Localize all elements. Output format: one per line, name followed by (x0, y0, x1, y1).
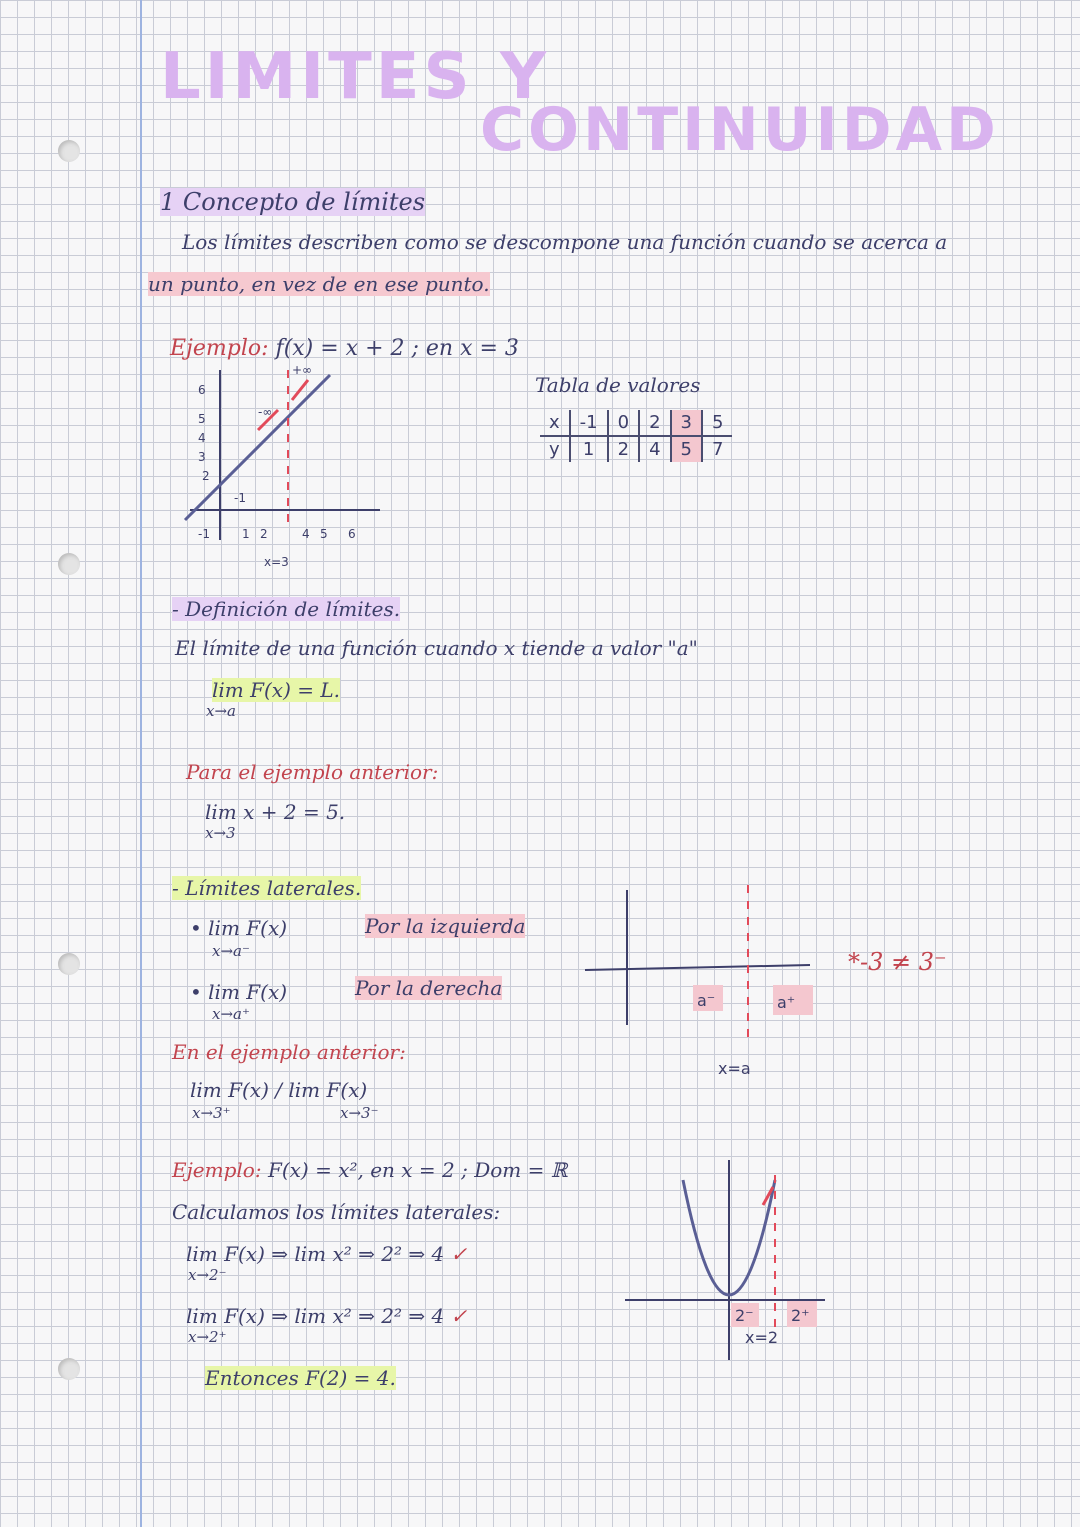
example-ref-label: En el ejemplo anterior: (172, 1040, 406, 1064)
lateral-heading: - Límites laterales. (172, 876, 362, 900)
lateral-limits-diagram (585, 880, 825, 1090)
minus-inf-label: -∞ (258, 405, 273, 419)
paragraph-line-1: Los límites describen como se descompone una función cuando se acerca a (182, 230, 948, 254)
table-cell: 3 (671, 410, 702, 436)
left-limit-label: Por la izquierda (365, 914, 526, 938)
example-ref-sub-left: x→3⁺ (192, 1104, 231, 1122)
a-minus-label: a⁻ (697, 991, 716, 1010)
table-cell: 5 (671, 436, 702, 462)
punch-hole (58, 1358, 80, 1380)
table-cell: -1 (570, 410, 608, 436)
parabola-graph (625, 1155, 835, 1365)
values-table (540, 410, 732, 462)
x-marker-label: x=3 (264, 555, 289, 569)
table-cell: 5 (702, 410, 732, 436)
x-tick-label: 1 (242, 527, 250, 541)
punch-hole (58, 140, 80, 162)
y-tick-label: 3 (198, 450, 206, 464)
right-limit: • lim F(x) (190, 980, 288, 1004)
y-tick-label: 5 (198, 412, 206, 426)
right-limit-sub: x→a⁺ (212, 1005, 250, 1023)
table-cell: x (540, 410, 570, 436)
example-ref-formula: lim F(x) / lim F(x) (190, 1078, 368, 1102)
example2-line1-sub: x→2⁻ (188, 1266, 227, 1284)
y-tick-label: 2 (202, 469, 210, 483)
title-line-1: LIMITES Y (160, 40, 551, 114)
x-tick-label: -1 (198, 527, 210, 541)
definition-formula: lim F(x) = L. (212, 678, 340, 702)
left-limit: • lim F(x) (190, 916, 288, 940)
plus-inf-label: +∞ (292, 363, 313, 377)
function-line (185, 375, 330, 520)
x-tick-label: 4 (302, 527, 310, 541)
x-tick-label: 5 (320, 527, 328, 541)
x-axis (585, 965, 810, 970)
example2-header: Ejemplo: F(x) = x², en x = 2 ; Dom = ℝ (172, 1158, 568, 1182)
x-tick-label: 2 (260, 527, 268, 541)
punch-hole (58, 953, 80, 975)
table-cell: 0 (608, 410, 639, 436)
example1-header: Ejemplo: f(x) = x + 2 ; en x = 3 (170, 336, 519, 361)
right-limit-label: Por la derecha (355, 976, 503, 1000)
table-cell: 2 (639, 410, 670, 436)
previous-example-label: Para el ejemplo anterior: (186, 760, 439, 784)
table-cell: 4 (639, 436, 670, 462)
y-tick-label: 4 (198, 431, 206, 445)
two-plus-label: 2⁺ (791, 1306, 810, 1325)
y-tick-label: 6 (198, 383, 206, 397)
table-row (540, 436, 732, 462)
minus-one-label: -1 (234, 491, 246, 505)
right-arrow (292, 380, 308, 400)
example2-conclusion: Entonces F(2) = 4. (205, 1366, 396, 1390)
example2-calc: Calculamos los límites laterales: (172, 1200, 501, 1224)
definition-heading: - Definición de límites. (172, 597, 401, 621)
paragraph-line-2: un punto, en vez de en ese punto. (148, 272, 490, 296)
x-equals-2-label: x=2 (745, 1328, 779, 1347)
two-minus-label: 2⁻ (735, 1306, 754, 1325)
example2-line1: lim F(x) ⇒ lim x² ⇒ 2² ⇒ 4 ✓ (186, 1242, 468, 1266)
table-cell: 1 (570, 436, 608, 462)
linear-graph (180, 360, 400, 580)
table-title: Tabla de valores (535, 373, 701, 397)
definition-text: El límite de una función cuando x tiende a valor "a" (175, 636, 698, 660)
x-equals-a-label: x=a (718, 1059, 751, 1078)
section-heading: 1 Concepto de límites (160, 188, 426, 216)
previous-formula: lim x + 2 = 5. (205, 800, 346, 824)
left-limit-sub: x→a⁻ (212, 942, 250, 960)
example2-line2-sub: x→2⁺ (188, 1328, 227, 1346)
title-line-2: CONTINUIDAD (480, 95, 1000, 165)
table-cell: y (549, 439, 560, 460)
side-note: *-3 ≠ 3⁻ (848, 948, 947, 976)
table-cell: 2 (608, 436, 639, 462)
a-plus-label: a⁺ (777, 993, 796, 1012)
x-tick-label: 6 (348, 527, 356, 541)
punch-hole (58, 553, 80, 575)
definition-formula-sub: x→a (206, 702, 236, 720)
table-cell: 7 (702, 436, 732, 462)
table-row (540, 410, 732, 436)
example2-line2: lim F(x) ⇒ lim x² ⇒ 2² ⇒ 4 ✓ (186, 1304, 468, 1328)
margin-line (140, 0, 142, 1527)
previous-formula-sub: x→3 (205, 824, 236, 842)
example-ref-sub-right: x→3⁻ (340, 1104, 379, 1122)
